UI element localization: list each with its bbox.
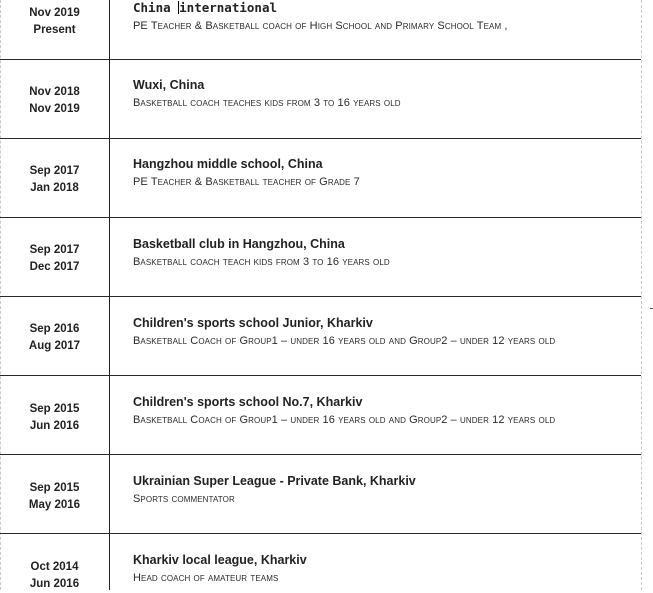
date-range	[0, 321, 109, 355]
date-end: Dec 2017	[29, 261, 80, 273]
date-range	[0, 401, 109, 435]
role-description: Sports commentator	[133, 493, 235, 505]
organization: Ukrainian Super League - Private Bank, Kharkiv	[133, 474, 416, 488]
date-end: Nov 2019	[29, 103, 80, 115]
date-end: Present	[33, 24, 76, 36]
date-start: Nov 2019	[29, 7, 80, 19]
date-start: Oct 2014	[30, 561, 79, 573]
date-end: Jan 2018	[30, 182, 79, 194]
date-start: Sep 2017	[29, 165, 80, 177]
role-description: Basketball Coach of Group1 – under 16 years old and Group2 – under 12 years old	[133, 414, 556, 426]
row-divider	[0, 59, 641, 60]
org-text: China international	[133, 0, 277, 15]
date-range	[0, 559, 109, 593]
role-description: PE Teacher & Basketball coach of High School and Primary School Team ,	[133, 20, 508, 32]
table-right-border	[641, 0, 642, 590]
date-end: Jun 2016	[29, 578, 80, 590]
role-description: PE Teacher & Basketball teacher of Grade 7	[133, 176, 360, 188]
date-start: Sep 2016	[29, 323, 80, 335]
date-end: Jun 2016	[29, 420, 80, 432]
role-description: Basketball Coach of Group1 – under 16 years old and Group2 – under 12 years old	[133, 335, 556, 347]
date-range	[0, 5, 109, 39]
organization: Children's sports school Junior, Kharkiv	[133, 316, 373, 330]
date-start: Sep 2017	[29, 244, 80, 256]
date-start: Nov 2018	[29, 86, 80, 98]
row-divider	[0, 454, 641, 455]
row-divider	[0, 375, 641, 376]
organization: Basketball club in Hangzhou, China	[133, 237, 345, 251]
row-divider	[0, 138, 641, 139]
date-range	[0, 163, 109, 197]
text-cursor	[178, 1, 179, 14]
date-range	[0, 480, 109, 514]
role-description: Basketball coach teaches kids from 3 to 16 years old	[133, 97, 401, 109]
date-start: Sep 2015	[29, 482, 80, 494]
date-range	[0, 242, 109, 276]
organization: Hangzhou middle school, China	[133, 157, 323, 171]
role-description: Head coach of amateur teams	[133, 572, 279, 584]
column-divider	[109, 0, 110, 590]
date-end: May 2016	[28, 499, 81, 511]
organization: Kharkiv local league, Kharkiv	[133, 553, 307, 567]
row-divider	[0, 217, 641, 218]
date-start: Sep 2015	[29, 403, 80, 415]
date-end: Aug 2017	[28, 340, 81, 352]
organization[interactable]	[133, 0, 277, 15]
row-divider	[0, 533, 641, 534]
role-description: Basketball coach teach kids from 3 to 16 years old	[133, 256, 390, 268]
row-divider	[0, 296, 641, 297]
date-range	[0, 84, 109, 118]
organization: Wuxi, China	[133, 78, 205, 92]
organization: Children's sports school No.7, Kharkiv	[133, 395, 363, 409]
